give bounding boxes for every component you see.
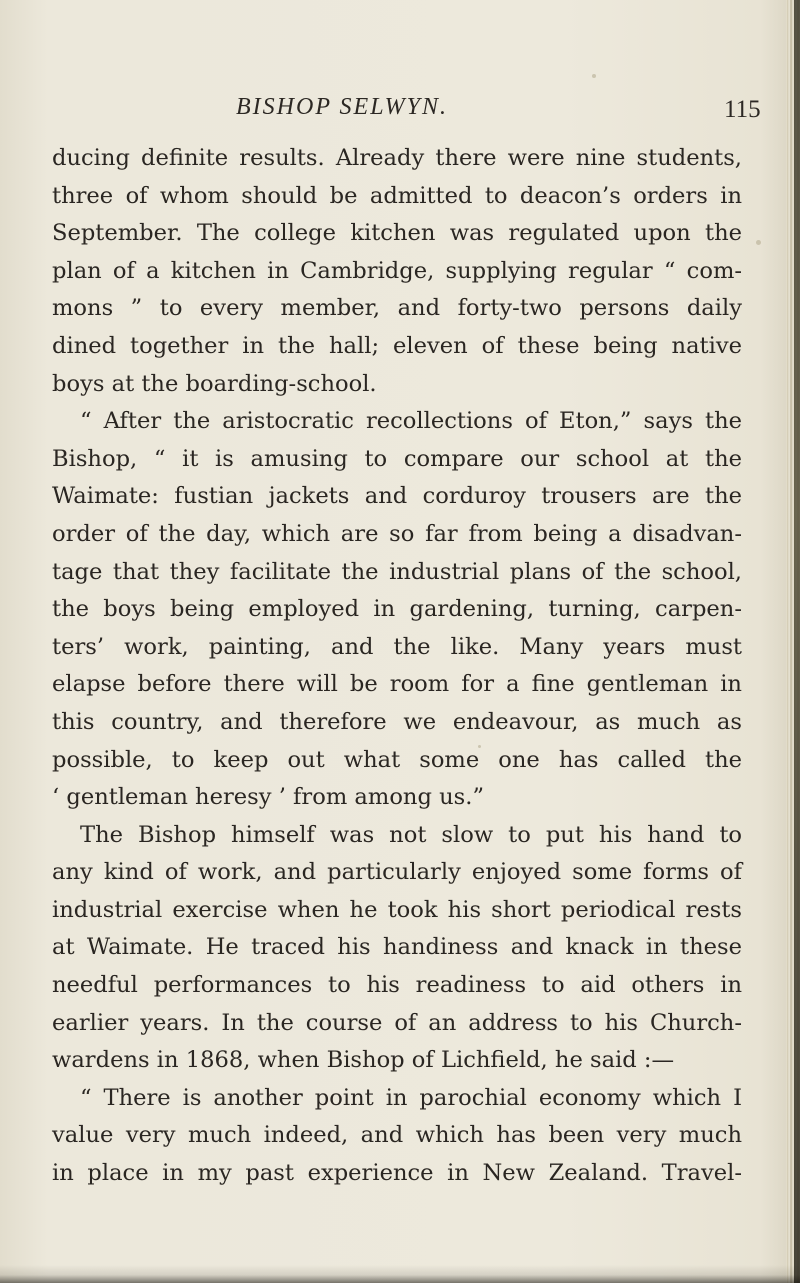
text-line: needful performances to his readiness to aid others in (52, 972, 742, 999)
book-spine-shadow (794, 0, 800, 1283)
text-line: at Waimate. He traced his handiness and knack in these (52, 934, 742, 961)
paper-speck (756, 240, 761, 245)
text-line: “ There is another point in parochial economy which I (80, 1084, 742, 1111)
text-line: mons ” to every member, and forty-two persons daily (52, 295, 742, 322)
text-line: “ After the aristocratic recollections of Eton,” says the (80, 408, 742, 435)
text-line: any kind of work, and particularly enjoyed some forms of (52, 859, 742, 886)
text-line: tage that they facilitate the industrial plans of the school, (52, 558, 742, 585)
text-line: possible, to keep out what some one has called the (52, 746, 742, 773)
text-line: in place in my past experience in New Zealand. Travel- (52, 1160, 742, 1187)
text-line: wardens in 1868, when Bishop of Lichfield, he said :— (52, 1047, 675, 1074)
text-line: Bishop, “ it is amusing to compare our school at the (52, 445, 742, 472)
text-line: order of the day, which are so far from being a disadvan- (52, 520, 742, 547)
text-line: the boys being employed in gardening, turning, carpen- (52, 596, 742, 623)
text-line: plan of a kitchen in Cambridge, supplying regular “ com- (52, 257, 742, 284)
text-line: dined together in the hall; eleven of these being native (52, 332, 742, 359)
text-line: ducing definite results. Already there were nine students, (52, 145, 742, 171)
text-line: this country, and therefore we endeavour, as much as (52, 708, 742, 735)
text-line: elapse before there will be room for a fine gentleman in (52, 671, 742, 698)
text-line: The Bishop himself was not slow to put his hand to (80, 821, 742, 848)
body-text (52, 140, 742, 1193)
text-line: industrial exercise when he took his short periodical rests (52, 896, 742, 923)
text-line: September. The college kitchen was regulated upon the (52, 220, 742, 247)
page-bottom-shadow (0, 1265, 800, 1283)
text-line: ‘ gentleman heresy ’ from among us.” (52, 784, 484, 811)
text-line: Waimate: fustian jackets and corduroy trousers are the (52, 483, 742, 510)
text-line: three of whom should be admitted to deacon’s orders in (52, 182, 742, 209)
running-head-title: BISHOP SELWYN. (236, 94, 449, 120)
paper-speck (592, 74, 596, 78)
text-line: ters’ work, painting, and the like. Many years must (52, 633, 742, 660)
page-number: 115 (724, 96, 761, 123)
text-line: value very much indeed, and which has been very much (52, 1122, 742, 1149)
text-line: earlier years. In the course of an address to his Church- (52, 1009, 742, 1036)
text-line: boys at the boarding-school. (52, 370, 377, 397)
